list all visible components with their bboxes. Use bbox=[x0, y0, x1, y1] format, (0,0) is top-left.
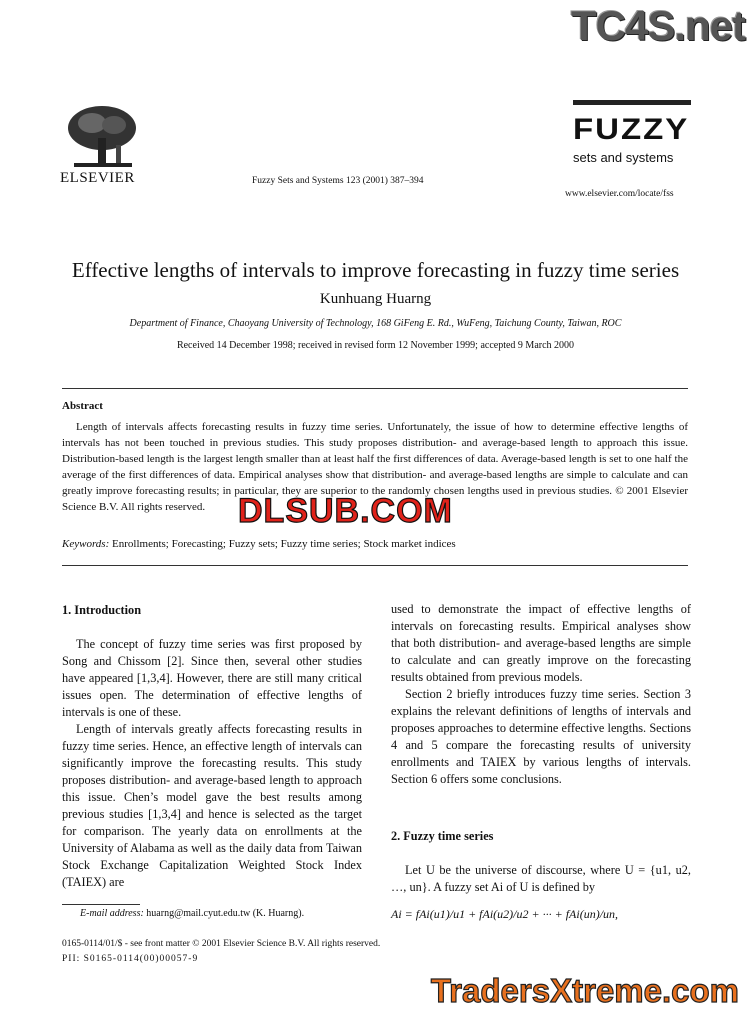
fuzzy-paragraph-1: Let U be the universe of discourse, where U = {u1, u2, …, un}. A fuzzy set Ai of U is defined by bbox=[391, 863, 691, 894]
footnote-rule bbox=[62, 904, 140, 905]
journal-citation: Fuzzy Sets and Systems 123 (2001) 387–394 bbox=[252, 176, 424, 186]
fuzzy-set-formula: Ai = fAi(u1)/u1 + fAi(u2)/u2 + ··· + fAi(un)/un, bbox=[391, 907, 619, 921]
abstract-heading: Abstract bbox=[62, 400, 103, 412]
pii-line: PII: S0165-0114(00)00057-9 bbox=[62, 954, 199, 964]
issn-line: 0165-0114/01/$ - see front matter © 2001 Elsevier Science B.V. All rights reserved. bbox=[62, 939, 381, 949]
section-2-heading: 2. Fuzzy time series bbox=[391, 829, 494, 843]
publisher-name: ELSEVIER bbox=[60, 170, 135, 186]
column-left bbox=[62, 636, 362, 891]
column-right bbox=[391, 601, 691, 788]
abstract-text: Length of intervals affects forecasting results in fuzzy time series. Unfortunately, the issue of how to determine effective lengths of intervals has not been touched in previous studies. This study proposes distribution- and average-based length to approach this issue. Distribution-based length is the largest length smaller than at least half the first differences of data. Average-based length is set to one half the average of the first differences of data. Empirical analyses show that distribution- and average-based lengths are simple to calculate and can greatly improve forecasting results; in particular, they are superior to the randomly chosen lengths used in previous studies. © 2001 Elsevier Science B.V. All rights reserved. bbox=[62, 421, 688, 513]
keywords-label: Keywords: bbox=[62, 538, 110, 550]
journal-logo-bar bbox=[573, 100, 691, 105]
intro-paragraph-2: Length of intervals greatly affects forecasting results in fuzzy time series. Hence, an effective length of intervals can significantly improve the forecasting results. This study proposes distribution- and average-based length to approach this issue. Chen’s model gave the best results among previous studies [1,3,4] and hence is selected as the target for comparison. The yearly data on enrollments at the University of Alabama as well as the daily data from Taiwan Stock Exchange Capitalization Weighted Stock Index (TAIEX) are bbox=[62, 722, 362, 889]
watermark-middle: DLSUB.COM bbox=[238, 492, 453, 530]
elsevier-tree-logo bbox=[62, 103, 142, 173]
intro-paragraph-4: Section 2 briefly introduces fuzzy time series. Section 3 explains the relevant definitions of lengths of intervals and proposes approaches to determine effective lengths. Sections 4 and 5 compare the forecasting results of university enrollments and TAIEX by various lengths of intervals. Section 6 offers some conclusions. bbox=[391, 687, 691, 786]
rule-below-abstract bbox=[62, 565, 688, 566]
paper-title: Effective lengths of intervals to improve forecasting in fuzzy time series bbox=[71, 258, 680, 282]
intro-paragraph-3: used to demonstrate the impact of effective lengths of intervals on forecasting results. Empirical analyses show that both distribution- and average-based lengths are simple to calculate and can greatly improve on the forecasting results obtained from previous models. bbox=[391, 602, 691, 684]
watermark-bottom: TradersXtreme.com bbox=[430, 972, 739, 1009]
journal-logo-subtitle: sets and systems bbox=[573, 150, 674, 165]
section-1-heading: 1. Introduction bbox=[62, 603, 142, 617]
watermark-top: TC4S.net bbox=[570, 2, 745, 49]
footnote-email bbox=[80, 908, 304, 919]
intro-paragraph-1: The concept of fuzzy time series was first proposed by Song and Chissom [2]. Since then, several other studies have appeared [1,3,4]. However, there are still many critical issues open. The determination of effective lengths of intervals is one of these. bbox=[62, 637, 362, 719]
author-affiliation: Department of Finance, Chaoyang University of Technology, 168 GiFeng E. Rd., WuFeng, Taichung County, Taiwan, ROC bbox=[129, 318, 622, 329]
email-label: E-mail address: bbox=[80, 908, 144, 919]
journal-url[interactable]: www.elsevier.com/locate/fss bbox=[565, 189, 674, 199]
journal-logo-word: FUZZY bbox=[573, 112, 690, 146]
paper-author: Kunhuang Huarng bbox=[319, 291, 432, 307]
keywords-list: Enrollments; Forecasting; Fuzzy sets; Fuzzy time series; Stock market indices bbox=[112, 538, 456, 550]
keywords-line bbox=[62, 538, 456, 550]
email-address[interactable]: huarng@mail.cyut.edu.tw (K. Huarng). bbox=[146, 908, 305, 919]
section-2-body bbox=[391, 862, 691, 896]
received-dates: Received 14 December 1998; received in revised form 12 November 1999; accepted 9 March 2000 bbox=[176, 340, 575, 351]
rule-above-abstract bbox=[62, 388, 688, 389]
